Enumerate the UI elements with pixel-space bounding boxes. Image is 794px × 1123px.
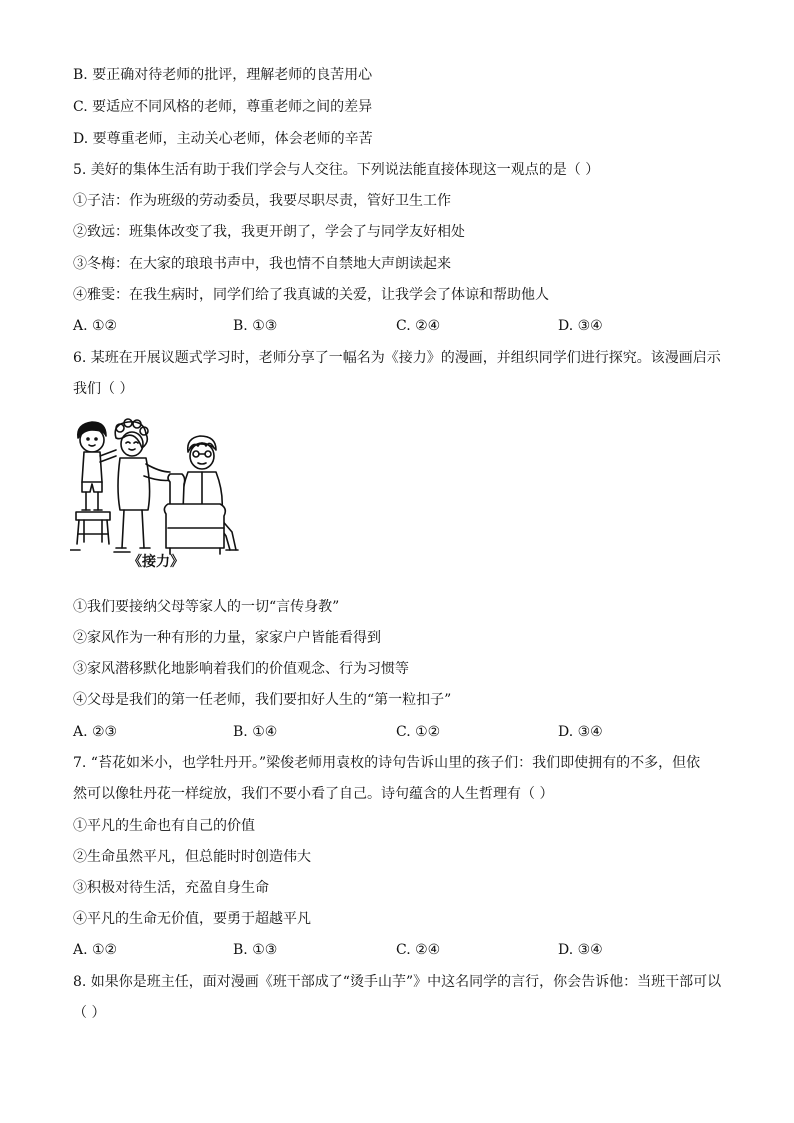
q6-option-c: C. ①② xyxy=(396,724,441,740)
boy-figure xyxy=(78,422,116,510)
q5-item-1: ①子洁：作为班级的劳动委员，我要尽职尽责，管好卫生工作 xyxy=(73,193,451,209)
q7-option-d: D. ③④ xyxy=(558,942,603,958)
q5-option-b: B. ①③ xyxy=(233,318,278,334)
q5-option-a: A. ①② xyxy=(73,318,118,334)
q8-stem-line1: 8. 如果你是班主任，面对漫画《班干部成了“烫手山芋”》中这名同学的言行，你会告诉他：当班干部可以 xyxy=(73,974,722,990)
q6-item-4: ④父母是我们的第一任老师，我们要扣好人生的“第一粒扣子” xyxy=(73,692,452,708)
cartoon-caption: 《接力》 xyxy=(128,554,184,570)
q4-option-b: B. 要正确对待老师的批评，理解老师的良苦用心 xyxy=(73,67,373,83)
mother-figure xyxy=(115,419,172,548)
q5-stem: 5. 美好的集体生活有助于我们学会与人交往。下列说法能直接体现这一观点的是（ ） xyxy=(73,162,600,178)
q6-item-1: ①我们要接纳父母等家人的一切“言传身教” xyxy=(73,599,340,615)
q6-item-2: ②家风作为一种有形的力量，家家户户皆能看得到 xyxy=(73,630,381,646)
q7-option-a: A. ①② xyxy=(73,942,118,958)
q6-option-a: A. ②③ xyxy=(73,724,118,740)
q7-option-c: C. ②④ xyxy=(396,942,441,958)
q5-option-d: D. ③④ xyxy=(558,318,603,334)
q7-stem-line1: 7. “苔花如米小，也学牡丹开。”梁俊老师用袁枚的诗句告诉山里的孩子们：我们即使拥有的不多，但依 xyxy=(73,755,701,771)
q7-stem-line2: 然可以像牡丹花一样绽放，我们不要小看了自己。诗句蕴含的人生哲理有（ ） xyxy=(73,786,554,802)
q4-option-c: C. 要适应不同风格的老师，尊重老师之间的差异 xyxy=(73,99,373,115)
relay-cartoon-illustration xyxy=(70,418,250,573)
q5-item-2: ②致远：班集体改变了我，我更开朗了，学会了与同学友好相处 xyxy=(73,224,465,240)
q7-item-4: ④平凡的生命无价值，要勇于超越平凡 xyxy=(73,911,311,927)
stool xyxy=(76,512,110,544)
q7-item-1: ①平凡的生命也有自己的价值 xyxy=(73,818,255,834)
q7-option-b: B. ①③ xyxy=(233,942,278,958)
q5-item-4: ④雅雯：在我生病时，同学们给了我真诚的关爱，让我学会了体谅和帮助他人 xyxy=(73,287,549,303)
q7-item-2: ②生命虽然平凡，但总能时时创造伟大 xyxy=(73,849,311,865)
q6-option-b: B. ①④ xyxy=(233,724,278,740)
q8-stem-line2: （ ） xyxy=(73,1005,106,1021)
q6-option-d: D. ③④ xyxy=(558,724,603,740)
q4-option-d: D. 要尊重老师，主动关心老师，体会老师的辛苦 xyxy=(73,131,373,147)
q7-item-3: ③积极对待生活，充盈自身生命 xyxy=(73,880,269,896)
q5-item-3: ③冬梅：在大家的琅琅书声中，我也情不自禁地大声朗读起来 xyxy=(73,256,451,272)
q5-option-c: C. ②④ xyxy=(396,318,441,334)
q6-stem-line1: 6. 某班在开展议题式学习时，老师分享了一幅名为《接力》的漫画，并组织同学们进行探究。该漫画启示 xyxy=(73,350,721,366)
q6-item-3: ③家风潜移默化地影响着我们的价值观念、行为习惯等 xyxy=(73,661,409,677)
q6-stem-line2: 我们（ ） xyxy=(73,381,134,397)
